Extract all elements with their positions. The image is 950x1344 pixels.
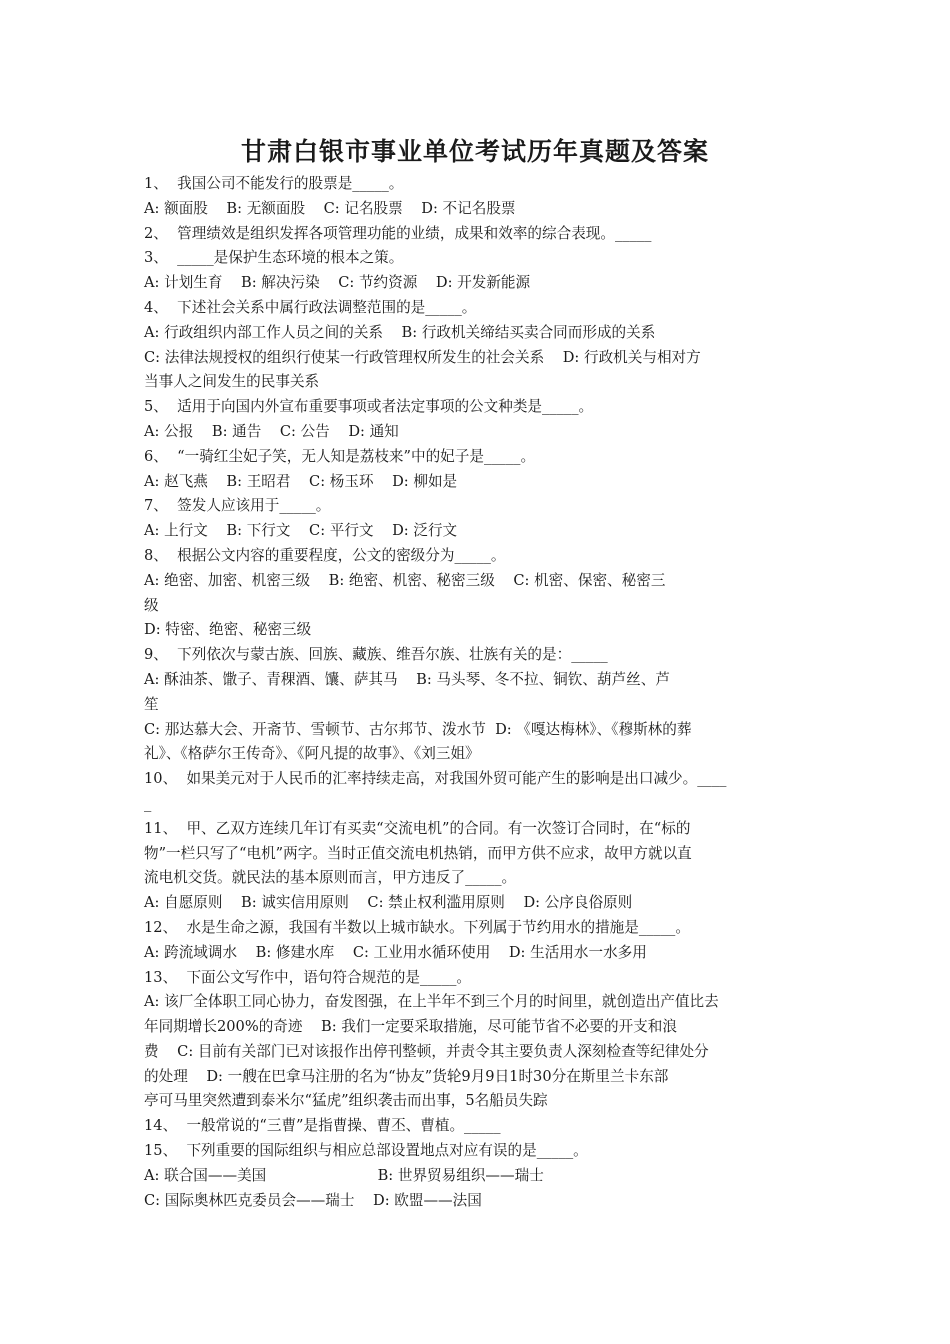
text-line: 级 [144, 596, 159, 614]
text-line: 8、 根据公文内容的重要程度，公文的密级分为_____。 [144, 546, 506, 564]
text-line: _ [144, 794, 152, 812]
text-line: 4、 下述社会关系中属行政法调整范围的是_____。 [144, 298, 477, 316]
text-line: 11、 甲、乙双方连续几年订有买卖“交流电机”的合同。有一次签订合同时，在“标的 [144, 819, 691, 837]
text-line: A: 上行文 B: 下行文 C: 平行文 D: 泛行文 [144, 522, 458, 540]
text-line: 2、 管理绩效是组织发挥各项管理功能的业绩，成果和效率的综合表现。_____ [144, 224, 652, 242]
text-line: 5、 适用于向国内外宣布重要事项或者法定事项的公文种类是_____。 [144, 398, 594, 416]
text-line: C: 国际奥林匹克委员会——瑞士 D: 欧盟——法国 [144, 1191, 482, 1209]
text-line: 1、 我国公司不能发行的股票是_____。 [144, 175, 404, 192]
text-line: 7、 签发人应该用于_____。 [144, 497, 331, 515]
text-line: A: 行政组织内部工作人员之间的关系 B: 行政机关缔结买卖合同而形成的关系 [144, 323, 656, 341]
text-line: 亭可马里突然遭到泰米尔“猛虎”组织袭击而出事，5名船员失踪 [144, 1092, 548, 1110]
text-line: 礼》、《格萨尔王传奇》、《阿凡提的故事》、《刘三姐》 [144, 745, 480, 763]
text-line: 10、 如果美元对于人民币的汇率持续走高，对我国外贸可能产生的影响是出口减少。____ [144, 770, 727, 788]
text-line: A: 赵飞燕 B: 王昭君 C: 杨玉环 D: 柳如是 [144, 472, 458, 490]
text-line: 笙 [144, 695, 159, 713]
text-line: 当事人之间发生的民事关系 [144, 373, 320, 391]
text-line: 9、 下列依次与蒙古族、回族、藏族、维吾尔族、壮族有关的是：_____ [144, 646, 608, 664]
text-line: A: 跨流域调水 B: 修建水库 C: 工业用水循环使用 D: 生活用水一水多用 [144, 943, 647, 961]
text-line: 12、 水是生命之源，我国有半数以上城市缺水。下列属于节约用水的措施是_____。 [144, 918, 690, 936]
document-body [144, 172, 812, 1213]
text-line: A: 绝密、加密、机密三级 B: 绝密、机密、秘密三级 C: 机密、保密、秘密三 [144, 571, 666, 589]
text-line: 物”一栏只写了“电机”两字。当时正值交流电机热销，而甲方供不应求，故甲方就以直 [144, 844, 692, 862]
text-line: A: 自愿原则 B: 诚实信用原则 C: 禁止权利滥用原则 D: 公序良俗原则 [144, 894, 633, 912]
text-line: A: 联合国——美国 B: 世界贸易组织——瑞士 [144, 1166, 544, 1184]
text-line: C: 那达慕大会、开斋节、雪顿节、古尔邦节、泼水节 D: 《嘎达梅林》、《穆斯林的葬 [144, 720, 692, 738]
text-line: 15、 下列重要的国际组织与相应总部设置地点对应有误的是_____。 [144, 1142, 588, 1160]
text-line: D: 特密、绝密、秘密三级 [144, 621, 312, 639]
text-line: 14、 一般常说的“三曹”是指曹操、曹丕、曹植。_____ [144, 1117, 501, 1135]
text-line: A: 计划生育 B: 解决污染 C: 节约资源 D: 开发新能源 [144, 274, 531, 292]
text-line: 年同期增长200%的奇迹 B: 我们一定要采取措施，尽可能节省不必要的开支和浪 [144, 1018, 677, 1036]
text-line: 流电机交货。就民法的基本原则而言，甲方违反了_____。 [144, 869, 517, 887]
text-line: 13、 下面公文写作中，语句符合规范的是_____。 [144, 968, 472, 986]
text-line: 的处理 D: 一艘在巴拿马注册的名为“协友”货轮9月9日1时30分在斯里兰卡东部 [144, 1067, 669, 1085]
text-line: A: 公报 B: 通告 C: 公告 D: 通知 [144, 422, 399, 440]
text-line: A: 额面股 B: 无额面股 C: 记名股票 D: 不记名股票 [144, 199, 516, 217]
text-line: A: 酥油茶、馓子、青稞酒、馕、萨其马 B: 马头琴、冬不拉、铜钦、葫芦丝、芦 [144, 670, 670, 688]
text-line: 费 C: 目前有关部门已对该报作出停刊整顿，并责令其主要负责人深刻检查等纪律处分 [144, 1042, 709, 1060]
text-line: 6、 “一骑红尘妃子笑，无人知是荔枝来”中的妃子是_____。 [144, 447, 536, 465]
document-title: 甘肃白银市事业单位考试历年真题及答案 [240, 137, 709, 166]
text-line: A: 该厂全体职工同心协力，奋发图强，在上半年不到三个月的时间里，就创造出产值比去 [144, 993, 719, 1011]
text-line: 3、 _____是保护生态环境的根本之策。 [144, 249, 404, 267]
text-line: C: 法律法规授权的组织行使某一行政管理权所发生的社会关系 D: 行政机关与相对方 [144, 348, 701, 366]
